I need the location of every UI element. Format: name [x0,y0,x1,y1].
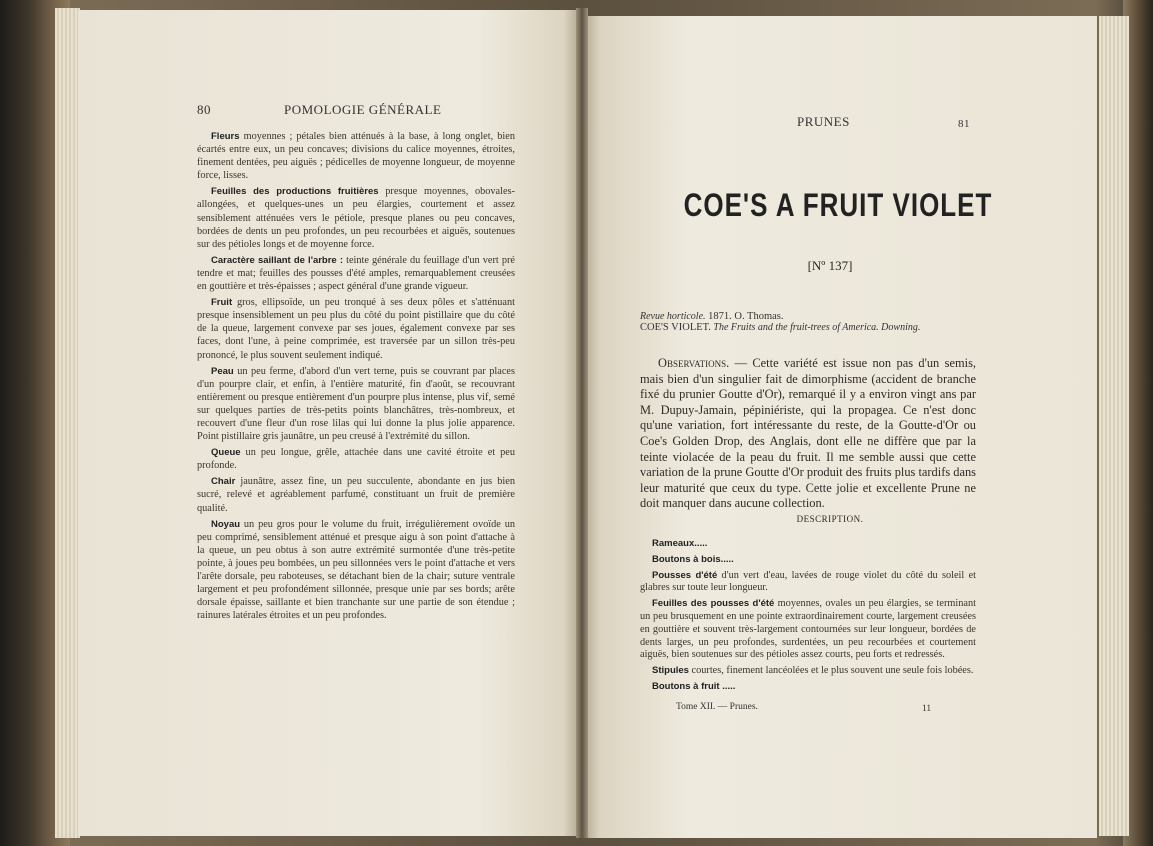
paragraph [197,475,515,514]
paragraph [197,518,515,623]
observations-paragraph [640,356,976,512]
right-page-number: 81 [958,118,970,130]
description-item-body: courtes, finement lancéolées et le plus souvent une seule fois lobées. [688,665,974,677]
reference-line [640,322,920,333]
observations-text: — Cette variété est issue non pas d'un semis, mais bien d'un singulier fait de dimorphisme (accident de branche fixé du prunier Goutte d'Or), remarqué il y a environ vingt ans par M. Dupuy-Jamain, pépiniériste, qui la propagea. Ce n'est donc qu'une variation, fort intéressante du reste, de la Goutte-d'Or ou Coe's Golden Drop, des Anglais, dont elle ne diffère que par la teinte violacée de la peau du fruit. Il me semble aussi que cette variation de la prune Goutte d'Or produit des fruits plus tardifs dans leur maturité que ceux du type. Cette jolie et excellente Prune ne doit manquer dans aucune collection. [640,356,976,511]
description-item [640,681,976,694]
paragraph [197,130,515,182]
reference-line [640,311,784,322]
paragraph-body: gros, ellipsoïde, un peu tronqué à ses deux pôles et s'atténuant presque insensiblement un peu plus du côté du point pistillaire que du côté de la queue, largement convexe par ses joues, également convexe par ses faces, dont l'une, à peine comprimée, est traversée par un sillon très-peu prononcé, le plus souvent seulement indiqué. [197,297,515,361]
footer-volume: Tome XII. — Prunes. [676,702,758,712]
description-item [640,570,976,596]
footer-signature: 11 [922,704,932,714]
description-item-body: moyennes, ovales un peu élargies, se terminant un peu brusquement en une pointe extraordinairement courte, largement creusées en gouttière et souvent très-largement contournées sur leur longueur, bordées de dents larges, un peu profondes, surdentées, un peu recourbées et courtement aiguës, bien soutenues sur des pétioles assez courts, peu forts et redressés. [640,598,976,661]
description-item [640,554,976,567]
right-running-head: PRUNES [797,114,850,129]
paragraph [197,365,515,444]
reference-source: COE'S VIOLET. [640,322,711,333]
book-gutter [576,8,588,838]
paragraph-label: Noyau [211,518,241,530]
reference-detail: 1871. O. Thomas. [705,311,784,322]
paragraph [197,296,515,361]
left-page-text [197,130,515,625]
observations-label: Observations. [658,356,730,370]
paragraph-label: Caractère saillant de l'arbre : [211,254,344,266]
page-edges-left [55,8,80,838]
paragraph-body: presque moyennes, obovales-allongées, et quelques-unes un peu élargies, courtement et assez sensiblement atténuées vers le pétiole, presque planes ou peu concaves, bordées de dents un peu profondes, un peu recourbées et aiguës, soutenues sur des pétioles longs et de moyenne force. [197,186,515,250]
description-item-label: Pousses d'été [652,569,718,581]
variety-number: [Nº 137] [807,258,853,273]
left-running-head: POMOLOGIE GÉNÉRALE [284,102,442,117]
description-item [640,538,976,551]
description-heading: DESCRIPTION. [796,514,864,524]
paragraph-body: jaunâtre, assez fine, un peu succulente, abondante en jus bien sucré, relevé et agréablement parfumé, constituant un fruit de première qualité. [197,476,515,514]
paragraph-body: moyennes ; pétales bien atténués à la base, à long onglet, bien écartés entre eux, un peu concaves; divisions du calice moyennes, étroites, finement dentées, peu aiguës ; pédicelles de moyenne longueur, de moyenne force, lisses. [197,131,515,182]
description-item-label: Rameaux..... [652,538,708,549]
paragraph-body: un peu gros pour le volume du fruit, irrégulièrement ovoïde un peu comprimé, sensiblement atténué et presque aigu à son point d'attache à la queue, un peu obtus à son autre extrémité surmontée d'une très-petite pointe, à joues peu bombées, un peu sillonnées vers le point d'attache et vers l'arête dorsale, peu raboteuses, se détachant bien de la chair; suture ventrale largement et peu profondément sillonnée, presque unie par ses bords; arête dorsale épaisse, saillante et bien tranchante sur une partie de son étendue ; rainures latérales étroites et un peu profondes. [197,518,515,622]
paragraph-body: teinte générale du feuillage d'un vert pré tendre et mat; feuilles des pousses d'été amples, remarquablement creusées en gouttière et très-épaisses ; aspect général d'une grande vigueur. [197,254,515,293]
description-item-label: Stipules [652,665,689,677]
description-item-label: Boutons à fruit ..... [652,680,736,692]
paragraph-label: Fleurs [211,131,240,142]
paragraph-body: un peu longue, grêle, attachée dans une cavité étroite et peu profonde. [197,447,515,472]
paragraph-label: Fruit [211,297,233,309]
paragraph [197,185,515,250]
description-item [640,665,976,678]
paragraph-label: Peau [211,365,234,377]
paragraph-label: Chair [211,476,236,488]
reference-detail: The Fruits and the fruit-trees of America. Downing. [710,322,921,333]
description-item-body: d'un vert d'eau, lavées de rouge violet du côté du soleil et glabres sur toute leur longueur. [640,569,976,594]
paragraph-body: un peu ferme, d'abord d'un vert terne, puis se couvrant par places d'un pourpre clair, et enfin, à l'entière maturité, fin d'août, se recouvrant entièrement ou presque entièrement d'un pourpre plus intense, plus vif, semé sur quelques parties de très-petits points blanchâtres, très-nombreux, et recouvert d'une fleur d'un rose lilas qui lui donne la plus jolie apparence. Point pistillaire gris jaunâtre, un peu creusé à l'extrémité du sillon. [197,365,515,443]
page-title: COE'S A FRUIT VIOLET [683,186,993,224]
description-item-label: Feuilles des pousses d'été [652,598,775,610]
description-item-label: Boutons à bois..... [652,553,734,565]
description-text [640,538,976,697]
reference-source: Revue horticole. [640,311,706,322]
paragraph-label: Feuilles des productions fruitières [211,186,379,198]
paragraph [197,446,515,472]
left-page-number: 80 [197,102,211,117]
description-item [640,598,976,662]
page-edges-right [1099,16,1129,836]
paragraph [197,254,515,293]
paragraph-label: Queue [211,447,241,459]
